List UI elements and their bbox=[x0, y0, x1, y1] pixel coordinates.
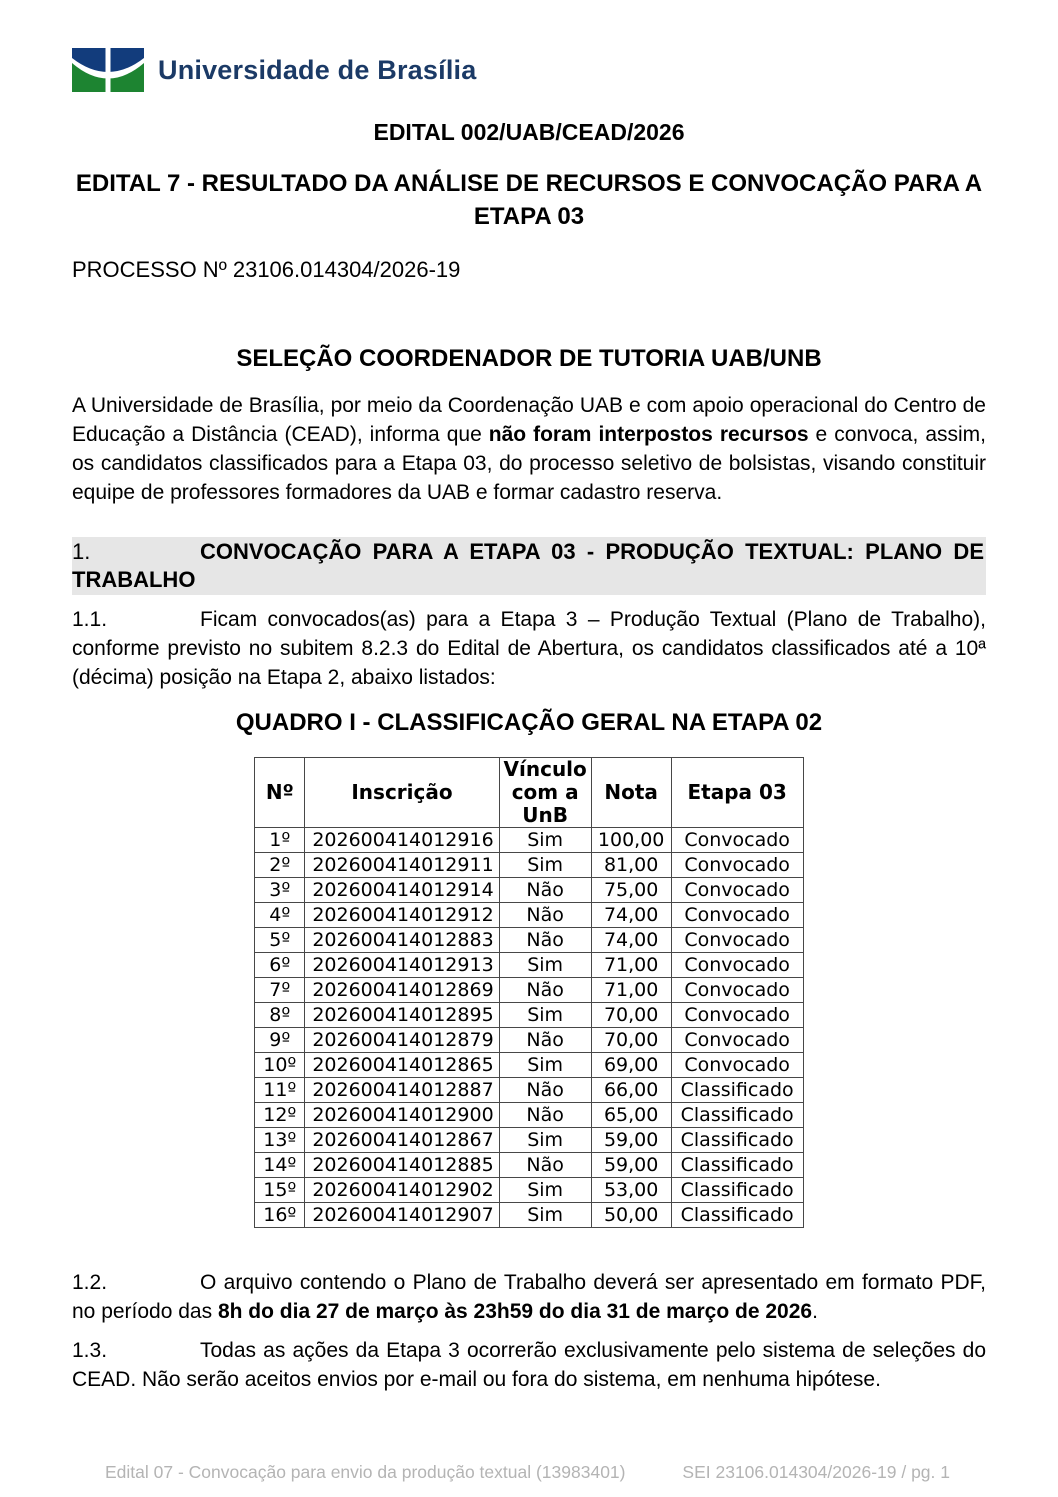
table-row bbox=[255, 1153, 803, 1178]
table-cell: 53,00 bbox=[591, 1178, 671, 1203]
edital-number: EDITAL 002/UAB/CEAD/2026 bbox=[373, 119, 685, 145]
table-cell: 14º bbox=[255, 1153, 305, 1178]
page-footer bbox=[105, 1462, 950, 1483]
table-cell: 202600414012883 bbox=[305, 928, 499, 953]
intro-text-1: A Universidade de Brasília, por meio da Coordenação UAB e com apoio operacional do Centro de Educação a Distância (CEAD), informa que bbox=[72, 394, 986, 446]
item-1-1-text: Ficam convocados(as) para a Etapa 3 – Produção Textual (Plano de Trabalho), conforme previsto no subitem 8.2.3 do Edital de Abertura, os candidatos classificados até a 10ª (décima) posição na Etapa 2, abaixo listados: bbox=[72, 608, 986, 689]
table-cell: Convocado bbox=[671, 928, 803, 953]
table-row bbox=[255, 953, 803, 978]
table-cell: Convocado bbox=[671, 828, 803, 853]
table-cell: Sim bbox=[499, 953, 591, 978]
table-cell: 4º bbox=[255, 903, 305, 928]
table-cell: 202600414012895 bbox=[305, 1003, 499, 1028]
table-row bbox=[255, 853, 803, 878]
table-cell: Não bbox=[499, 903, 591, 928]
table-cell: Não bbox=[499, 978, 591, 1003]
table-cell: Convocado bbox=[671, 878, 803, 903]
table-cell: Sim bbox=[499, 1178, 591, 1203]
org-name: Universidade de Brasília bbox=[158, 54, 477, 85]
intro-paragraph bbox=[72, 391, 986, 507]
table-cell: Classificado bbox=[671, 1128, 803, 1153]
table-cell: Não bbox=[499, 1153, 591, 1178]
table-cell: 2º bbox=[255, 853, 305, 878]
table-cell: 202600414012907 bbox=[305, 1203, 499, 1228]
item-1-3 bbox=[72, 1336, 986, 1394]
header-position: Nº bbox=[255, 758, 305, 828]
table-row bbox=[255, 978, 803, 1003]
table-cell: 202600414012911 bbox=[305, 853, 499, 878]
table-cell: 7º bbox=[255, 978, 305, 1003]
table-cell: 74,00 bbox=[591, 903, 671, 928]
header-grade: Nota bbox=[591, 758, 671, 828]
table-row bbox=[255, 1053, 803, 1078]
classification-table bbox=[254, 757, 803, 1228]
table-header bbox=[255, 758, 803, 828]
table-cell: 65,00 bbox=[591, 1103, 671, 1128]
table-cell: Classificado bbox=[671, 1178, 803, 1203]
table-row bbox=[255, 1203, 803, 1228]
table-cell: 202600414012879 bbox=[305, 1028, 499, 1053]
table-cell: 13º bbox=[255, 1128, 305, 1153]
table-cell: 59,00 bbox=[591, 1128, 671, 1153]
table-cell: Convocado bbox=[671, 1003, 803, 1028]
table-cell: 71,00 bbox=[591, 978, 671, 1003]
table-cell: Classificado bbox=[671, 1153, 803, 1178]
intro-bold-text: não foram interpostos recursos bbox=[488, 423, 809, 446]
unb-logo-icon bbox=[72, 48, 144, 92]
table-cell: 70,00 bbox=[591, 1003, 671, 1028]
table-header-row bbox=[255, 758, 803, 828]
table-cell: Classificado bbox=[671, 1203, 803, 1228]
table-cell: 15º bbox=[255, 1178, 305, 1203]
table-cell: 1º bbox=[255, 828, 305, 853]
table-cell: Convocado bbox=[671, 1053, 803, 1078]
table-cell: Sim bbox=[499, 853, 591, 878]
table-cell: 202600414012887 bbox=[305, 1078, 499, 1103]
table-cell: Convocado bbox=[671, 978, 803, 1003]
item-1-2-bold-text: 8h do dia 27 de março às 23h59 do dia 31 de março de 2026 bbox=[217, 1300, 813, 1323]
table-cell: Sim bbox=[499, 1053, 591, 1078]
table-row bbox=[255, 1028, 803, 1053]
table-cell: Convocado bbox=[671, 903, 803, 928]
table-cell: Não bbox=[499, 1103, 591, 1128]
table-row bbox=[255, 878, 803, 903]
table-cell: 202600414012913 bbox=[305, 953, 499, 978]
section-1-number: 1. bbox=[72, 539, 91, 564]
header-stage-03: Etapa 03 bbox=[671, 758, 803, 828]
table-cell: Convocado bbox=[671, 953, 803, 978]
table-row bbox=[255, 1003, 803, 1028]
header-unb-link: Vínculo com a UnB bbox=[499, 758, 591, 828]
table-cell: 202600414012869 bbox=[305, 978, 499, 1003]
table-cell: 71,00 bbox=[591, 953, 671, 978]
table-cell: Classificado bbox=[671, 1103, 803, 1128]
table-cell: 202600414012900 bbox=[305, 1103, 499, 1128]
table-cell: 11º bbox=[255, 1078, 305, 1103]
item-1-3-text: Todas as ações da Etapa 3 ocorrerão exclusivamente pelo sistema de seleções do CEAD. Não serão aceitos envios por e-mail ou fora do sistema, em nenhuma hipótese. bbox=[72, 1339, 986, 1391]
table-cell: Classificado bbox=[671, 1078, 803, 1103]
table-cell: 202600414012916 bbox=[305, 828, 499, 853]
table-cell: 10º bbox=[255, 1053, 305, 1078]
selection-title: SELEÇÃO COORDENADOR DE TUTORIA UAB/UNB bbox=[236, 345, 822, 372]
table-cell: 81,00 bbox=[591, 853, 671, 878]
header-inscription: Inscrição bbox=[305, 758, 499, 828]
table-title: QUADRO I - CLASSIFICAÇÃO GERAL NA ETAPA 02 bbox=[235, 709, 823, 736]
table-cell: Sim bbox=[499, 1003, 591, 1028]
table-cell: Convocado bbox=[671, 1028, 803, 1053]
table-cell: 6º bbox=[255, 953, 305, 978]
table-cell: 202600414012865 bbox=[305, 1053, 499, 1078]
item-1-3-number: 1.3. bbox=[72, 1339, 108, 1362]
table-cell: 100,00 bbox=[591, 828, 671, 853]
table-cell: Sim bbox=[499, 1128, 591, 1153]
table-cell: 202600414012867 bbox=[305, 1128, 499, 1153]
table-cell: 12º bbox=[255, 1103, 305, 1128]
table-cell: Não bbox=[499, 1078, 591, 1103]
table-cell: 5º bbox=[255, 928, 305, 953]
item-1-2-number: 1.2. bbox=[72, 1271, 108, 1294]
footer-sei-page: SEI 23106.014304/2026-19 / pg. 1 bbox=[682, 1462, 950, 1482]
table-cell: 202600414012914 bbox=[305, 878, 499, 903]
table-cell: 202600414012885 bbox=[305, 1153, 499, 1178]
item-1-1 bbox=[72, 605, 986, 692]
footer-document-label: Edital 07 - Convocação para envio da produção textual (13983401) bbox=[105, 1462, 626, 1482]
table-cell: 9º bbox=[255, 1028, 305, 1053]
table-cell: 202600414012902 bbox=[305, 1178, 499, 1203]
table-row bbox=[255, 903, 803, 928]
table-row bbox=[255, 1078, 803, 1103]
table-cell: Sim bbox=[499, 1203, 591, 1228]
table-cell: 74,00 bbox=[591, 928, 671, 953]
table-row bbox=[255, 1128, 803, 1153]
table-cell: 69,00 bbox=[591, 1053, 671, 1078]
section-1-title: CONVOCAÇÃO PARA A ETAPA 03 - PRODUÇÃO TEXTUAL: PLANO DE TRABALHO bbox=[72, 539, 984, 592]
classification-table-body bbox=[255, 828, 803, 1228]
table-cell: 50,00 bbox=[591, 1203, 671, 1228]
table-cell: 75,00 bbox=[591, 878, 671, 903]
section-1-heading bbox=[72, 537, 986, 595]
table-cell: 59,00 bbox=[591, 1153, 671, 1178]
item-1-2-text-2: . bbox=[812, 1300, 818, 1323]
item-1-2-text-1: O arquivo contendo o Plano de Trabalho deverá ser apresentado em formato PDF, no período das bbox=[72, 1271, 986, 1323]
table-cell: Não bbox=[499, 1028, 591, 1053]
table-cell: 202600414012912 bbox=[305, 903, 499, 928]
table-cell: 70,00 bbox=[591, 1028, 671, 1053]
document-title: EDITAL 7 - RESULTADO DA ANÁLISE DE RECURSOS E CONVOCAÇÃO PARA A ETAPA 03 bbox=[75, 170, 983, 230]
table-row bbox=[255, 928, 803, 953]
unb-logo bbox=[72, 48, 986, 92]
table-cell: Convocado bbox=[671, 853, 803, 878]
table-cell: Não bbox=[499, 928, 591, 953]
item-1-1-number: 1.1. bbox=[72, 608, 108, 631]
table-row bbox=[255, 1178, 803, 1203]
table-cell: 3º bbox=[255, 878, 305, 903]
table-cell: Não bbox=[499, 878, 591, 903]
table-cell: Sim bbox=[499, 828, 591, 853]
table-row bbox=[255, 828, 803, 853]
intro-text-2: e convoca, assim, os candidatos classificados para a Etapa 03, do processo seletivo de bolsistas, visando constituir equipe de professores formadores da UAB e formar cadastro reserva. bbox=[72, 423, 986, 504]
item-1-2 bbox=[72, 1268, 986, 1326]
table-cell: 8º bbox=[255, 1003, 305, 1028]
table-row bbox=[255, 1103, 803, 1128]
table-cell: 16º bbox=[255, 1203, 305, 1228]
table-cell: 66,00 bbox=[591, 1078, 671, 1103]
process-number: PROCESSO Nº 23106.014304/2026-19 bbox=[72, 257, 461, 282]
